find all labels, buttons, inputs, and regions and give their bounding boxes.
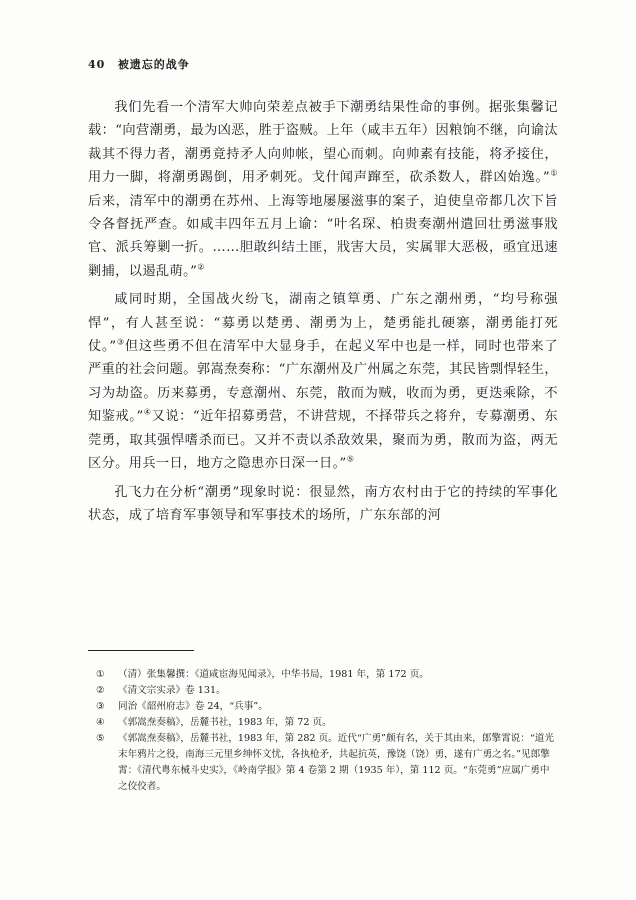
footnote-marker: ① <box>96 669 105 680</box>
footnote <box>96 699 558 715</box>
page-number: 40 <box>88 58 106 71</box>
footnote-ref: ③ <box>116 337 125 347</box>
footnote <box>96 715 558 731</box>
paragraph <box>88 96 558 283</box>
footnote <box>96 683 558 699</box>
footnotes <box>96 667 558 795</box>
footnote-text: 同治《韶州府志》卷 24，“兵事”。 <box>118 701 268 712</box>
paragraph-text: 我们先看一个清军大帅向荣差点被手下潮勇结果性命的事例。据张集馨记载：“向营潮勇，最为凶恶，胜于盗贼。上年（咸丰五年）因粮饷不继，向谕汰裁其不得力者，潮勇竟持矛人向帅帐，望心而刺。向帅素有技能，将矛接住，用力一脚，将潮勇踢倒，用矛刺死。戈什闻声蹿至，砍杀数人，群凶始逸。” <box>88 100 558 186</box>
footnote-marker: ③ <box>96 701 105 712</box>
paragraph <box>88 481 558 528</box>
main-text <box>88 96 558 532</box>
footnote-marker: ④ <box>96 717 105 728</box>
footnote-text: 《清文宗实录》卷 131。 <box>118 685 226 696</box>
footnote-text: 《郭嵩焘奏稿》，岳麓书社，1983 年，第 72 页。 <box>118 717 332 728</box>
paragraph-text: 孔飞力在分析“潮勇”现象时说：很显然，南方农村由于它的持续的军事化状态，成了培育军事领导和军事技术的场所，广东东部的河 <box>88 484 558 523</box>
paragraph-text: 又说：“近年招募勇营，不讲营规，不择带兵之将弁，专募潮勇、东莞勇，取其强悍嗜杀而已。又并不责以杀敌效果，聚而为勇，散而为盗，两无区分。用兵一日，地方之隐患亦日深一日。” <box>88 409 558 472</box>
paragraph-text: 咸同时期，全国战火纷飞，湖南之镇筸勇、广东之潮州勇，“均号称强悍”，有人甚至说：“募勇以楚勇、潮勇为上，楚勇能扎硬寨，潮勇能打死仗。” <box>88 292 558 355</box>
paragraph-text: 后来，清军中的潮勇在苏州、上海等地屡屡滋事的案子，迫使皇帝都几次下旨令各督抚严查。如咸丰四年五月上谕：“叶名琛、柏贵奏潮州遣回壮勇滋事戕官、派兵筹剿一折。……胆敢纠结土匪，戕害大员，实属罪大恶极，亟宜迅速剿捕，以遏乱萌。” <box>88 193 558 279</box>
footnote-text: （清）张集馨撰：《道咸宦海见闻录》，中华书局，1981 年，第 172 页。 <box>118 669 429 680</box>
book-title: 被遗忘的战争 <box>117 58 190 71</box>
footnote-ref: ② <box>197 262 205 272</box>
paragraph-text: 但这些勇不但在清军中大显身手，在起义军中也是一样，同时也带来了严重的社会问题。郭嵩焘奏称：“广东潮州及广州属之东莞，其民皆剽悍轻生，习为劫盗。历来募勇，专意潮州、东莞，散而为贼，收而为勇，更迭乘除，不知鉴戒。” <box>88 339 558 425</box>
footnote-marker: ⑤ <box>96 733 105 744</box>
paragraph <box>88 288 558 475</box>
footnote-divider <box>88 650 194 651</box>
running-header <box>88 56 190 72</box>
footnote <box>96 731 558 795</box>
footnote <box>96 667 558 683</box>
footnote-ref: ④ <box>143 407 152 417</box>
footnote-marker: ② <box>96 685 105 696</box>
footnote-text: 《郭嵩焘奏稿》，岳麓书社，1983 年，第 282 页。近代“广勇”颇有名，关于其由来，郎擎霄说：“道光末年鸦片之役，南海三元里乡绅怀文忧，各执枪矛，共起抗英，豫饶（饶）勇，遂有广勇之名。”见郎擎霄：《清代粤东械斗史实》，《岭南学报》第 4 卷第 2 期（1935 年），第 112 页。“东莞勇”应属广勇中之佼佼者。 <box>118 733 554 792</box>
footnote-ref: ① <box>550 168 558 178</box>
footnote-ref: ⑤ <box>346 454 355 464</box>
